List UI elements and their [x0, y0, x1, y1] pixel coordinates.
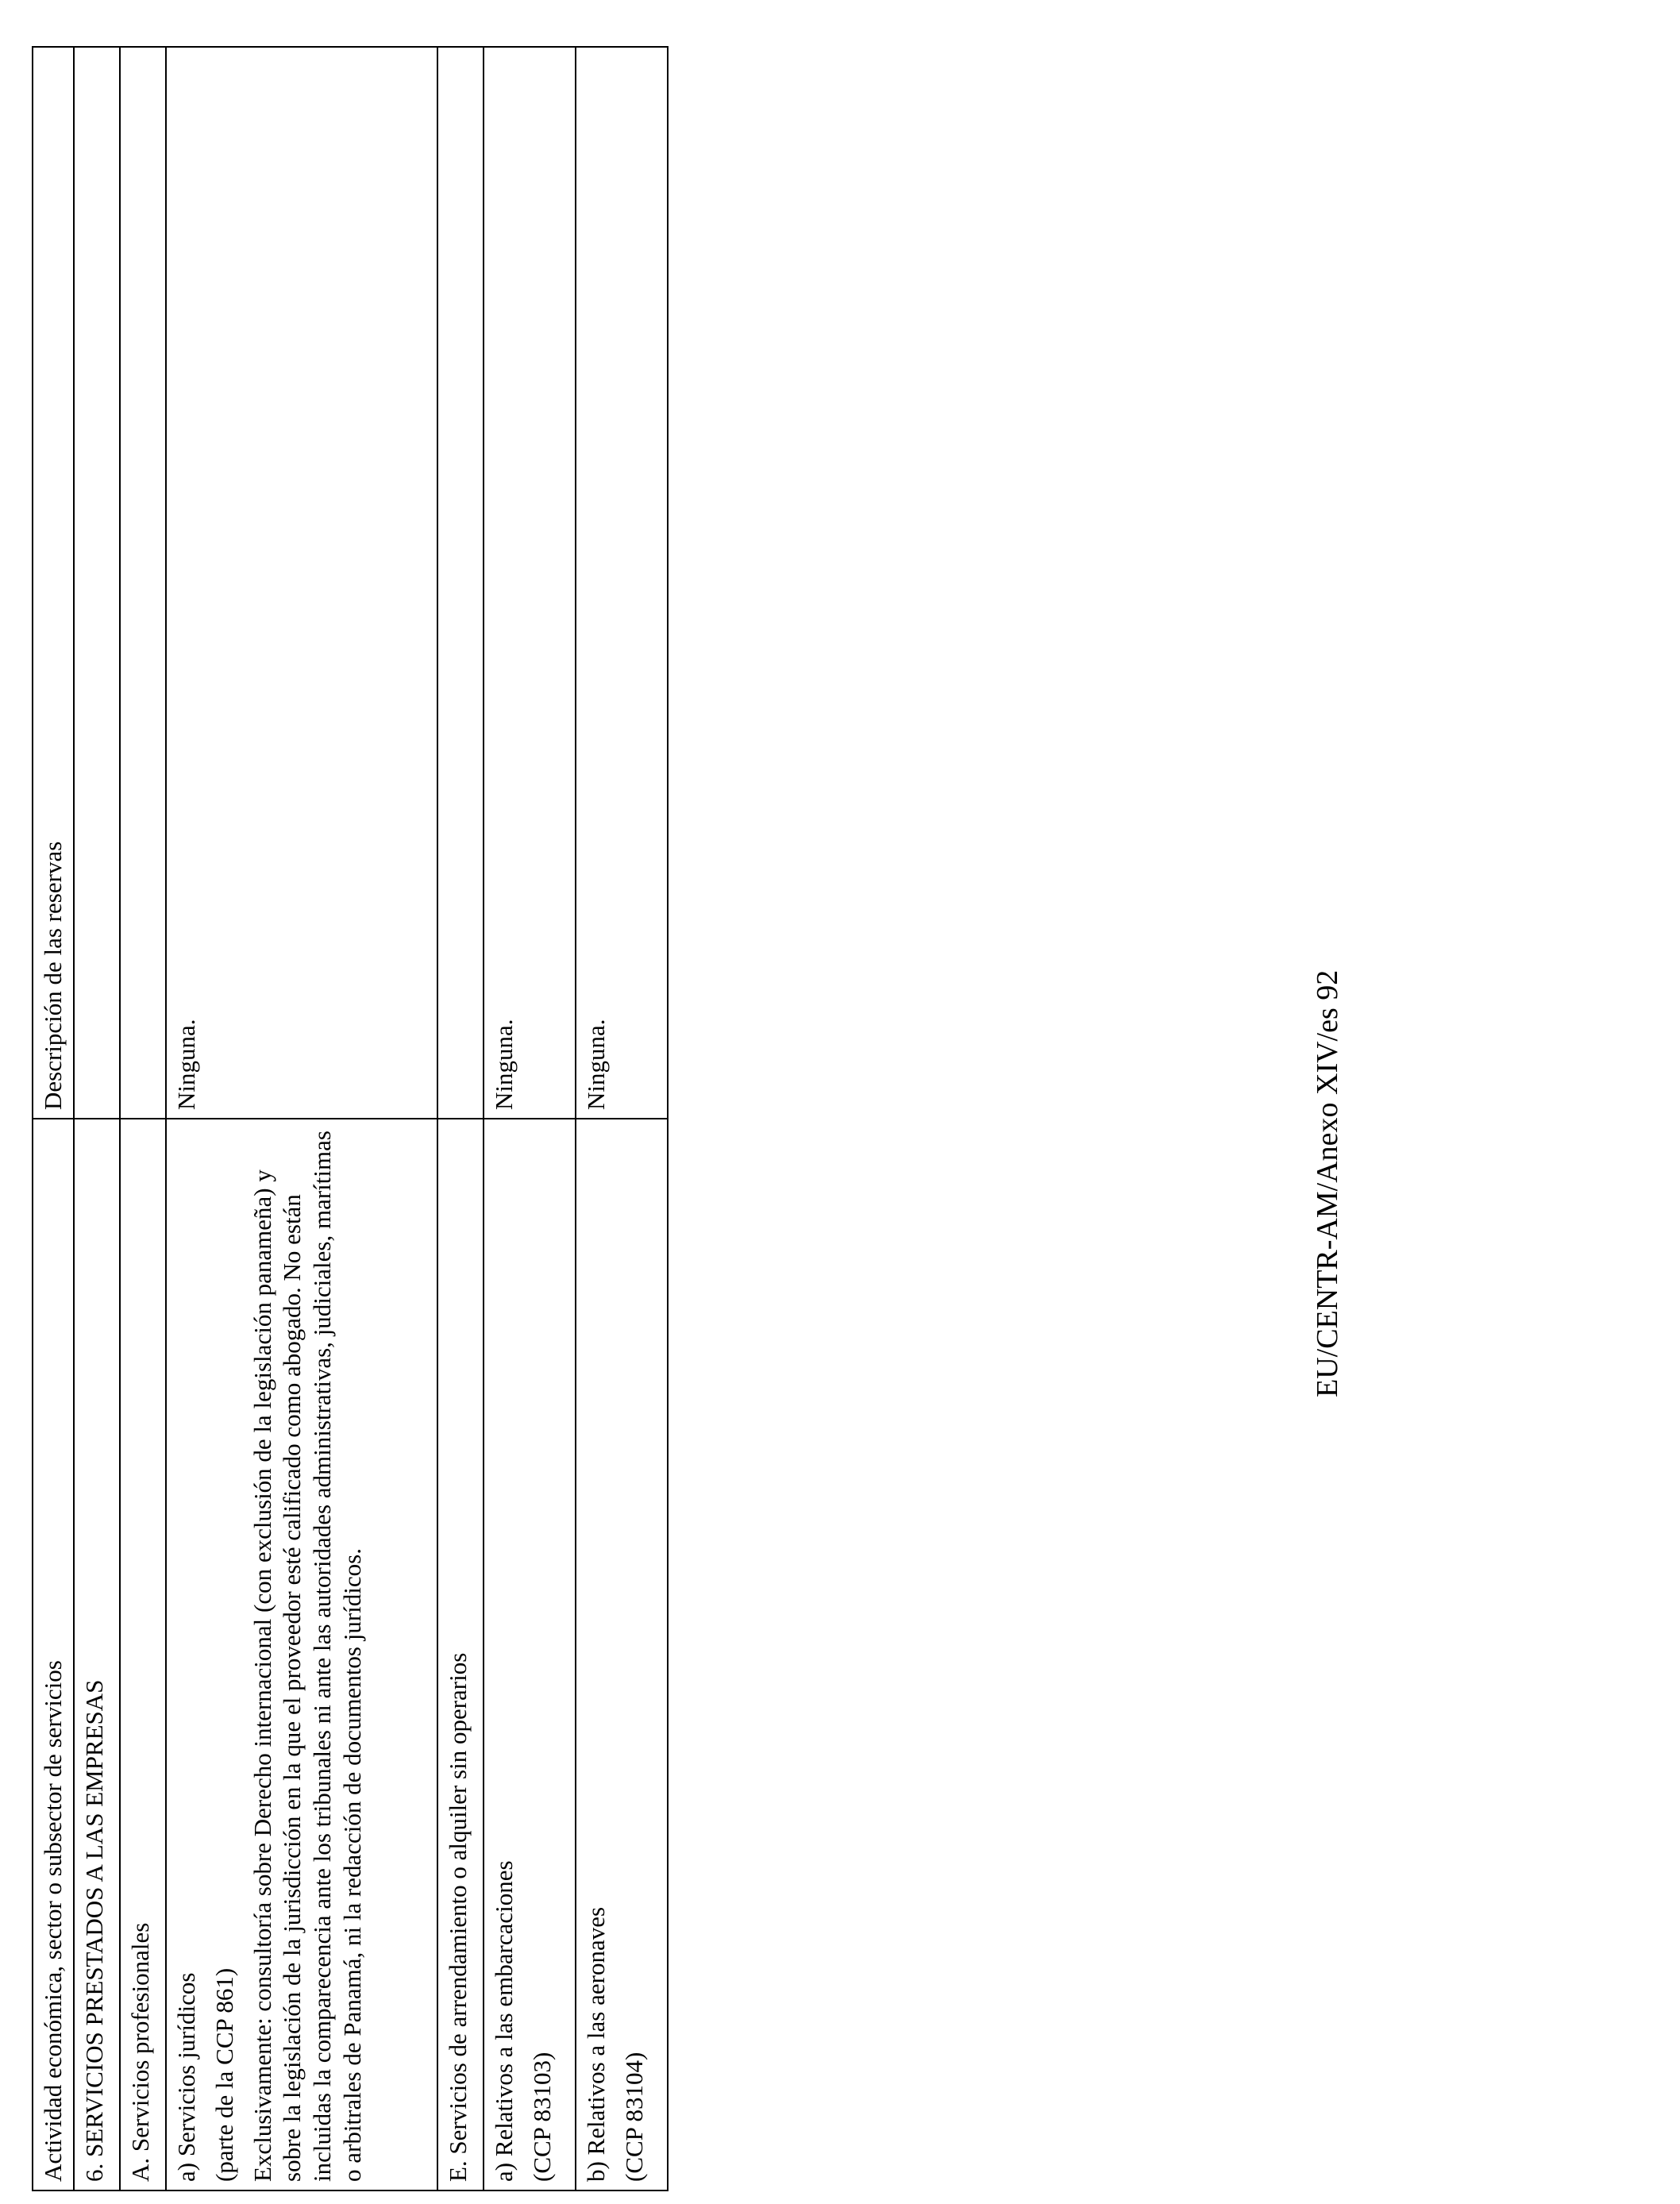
vessels-reserve: Ninguna.	[484, 47, 576, 1119]
legal-services-description: Exclusivamente: consultoría sobre Derecho internacional (con exclusión de la legislación panameña) y sobre la legislación de la jurisdicción en la que el proveedor esté calificado como abogado. No están incluidas la comparecencia ante los tribunales ni ante las autoridades administrativas, judiciales, marítimas o arbitrales de Panamá, ni la redacción de documentos jurídicos.	[248, 1131, 367, 2182]
aircraft-cell	[576, 1119, 668, 2191]
vessels-code: (CCP 83103)	[527, 2052, 556, 2182]
vessels-cell	[484, 1119, 576, 2191]
legal-services-title: a) Servicios jurídicos	[172, 1972, 200, 2182]
table-row	[74, 47, 120, 2191]
table-row	[576, 47, 668, 2191]
table-row	[437, 47, 484, 2191]
header-reserves: Descripción de las reservas	[33, 47, 74, 1119]
header-activity: Actividad económica, sector o subsector de servicios	[33, 1119, 74, 2191]
document-reference: EU/CENTR-AM/Anexo XIV/es 92	[1311, 969, 1344, 1397]
table-row	[484, 47, 576, 2191]
empty-cell	[437, 47, 484, 1119]
subsection-rental: E. Servicios de arrendamiento o alquiler sin operarios	[437, 1119, 484, 2191]
legal-services-code: (parte de la CCP 861)	[210, 1967, 238, 2182]
rotated-page-content	[32, 48, 667, 2191]
table-row	[166, 47, 437, 2191]
aircraft-code: (CCP 83104)	[619, 2052, 648, 2182]
section-title: 6. SERVICIOS PRESTADOS A LAS EMPRESAS	[74, 1119, 120, 2191]
subsection-professional: A. Servicios profesionales	[120, 1119, 166, 2191]
aircraft-title: b) Relativos a las aeronaves	[582, 1906, 610, 2182]
empty-cell	[120, 47, 166, 1119]
table-header-row	[33, 47, 74, 2191]
legal-services-cell	[166, 1119, 437, 2191]
aircraft-reserve: Ninguna.	[576, 47, 668, 1119]
empty-cell	[74, 47, 120, 1119]
table-row	[120, 47, 166, 2191]
reserves-table	[32, 46, 669, 2191]
vessels-title: a) Relativos a las embarcaciones	[490, 1860, 518, 2182]
legal-services-reserve: Ninguna.	[166, 47, 437, 1119]
